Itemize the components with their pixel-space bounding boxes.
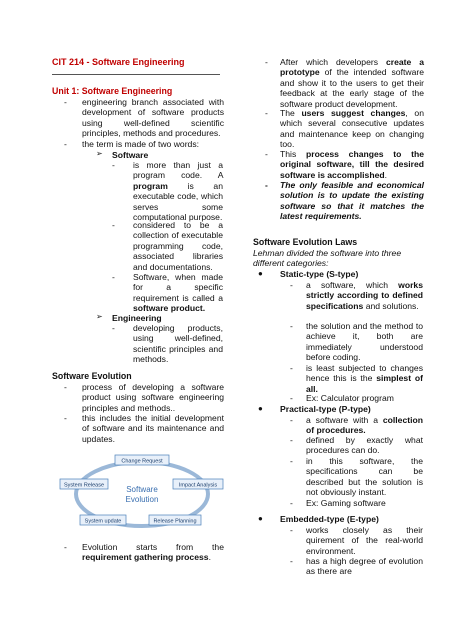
engineering-label: Engineering: [112, 313, 162, 323]
e-type-point-1: works closely as their quirement of the real-world environment.: [306, 525, 423, 556]
bullet-dot-icon: ●: [258, 269, 263, 278]
p-type-point-4: Ex: Gaming software: [306, 498, 386, 508]
s-type-point-3: is least subjected to changes hence this is the simplest of all.: [306, 363, 423, 394]
evolution-point-1: process of developing a software product using software engineering principles and methods..: [82, 382, 224, 413]
s-type-point-4: Ex: Calculator program: [306, 393, 394, 403]
term-made-text: the term is made of two words:: [82, 139, 200, 149]
se-definition-text: engineering branch associated with development of software products using well-defined scientific principles, methods and procedures.: [82, 97, 224, 139]
right-point-2: The users suggest changes, on which several consecutive updates and maintenance keep on changing too.: [280, 108, 424, 150]
s-type-point-2: the solution and the method to achieve it, both are immediately understood before coding.: [306, 321, 423, 363]
unit-heading: Unit 1: Software Engineering: [52, 86, 173, 96]
evolution-point-2: this includes the initial development of software and its maintenance and updates.: [82, 413, 224, 444]
software-point-2: considered to be a collection of executable programming code, associated libraries and documentations.: [133, 220, 223, 272]
node-release-planning: [149, 515, 201, 525]
arrow-bullet-icon: ➢: [96, 149, 103, 158]
p-type-heading: Practical-type (P-type): [280, 404, 371, 414]
software-label: Software: [112, 150, 149, 160]
software-evolution-diagram: [58, 452, 226, 534]
node-impact-analysis: [173, 479, 223, 489]
software-point-1: is more than just a program code. A program is an executable code, which serves some computational purpose.: [133, 160, 223, 223]
p-type-point-3: in this software, the specifications can be described but the solution is not obviously instant.: [306, 456, 423, 498]
software-point-3: Software, when made for a specific requirement is called a software product.: [133, 272, 223, 314]
evolution-point-3: Evolution starts from the requirement gathering process.: [82, 542, 224, 563]
engineering-point-1: developing products, using well-defined, scientific principles and methods.: [133, 323, 223, 365]
svg-text:Release Planning: Release Planning: [153, 518, 197, 525]
svg-text:Impact Analysis: Impact Analysis: [178, 482, 218, 489]
document-title: CIT 214 - Software Engineering: [52, 57, 185, 67]
right-point-3: This process changes to the original software, till the desired software is accomplished.: [280, 149, 424, 180]
svg-text:System Release: System Release: [63, 482, 105, 489]
bullet-dot-icon: ●: [258, 514, 263, 523]
diagram-center-label-2: Evolution: [125, 495, 159, 504]
node-change-request: [115, 455, 169, 465]
svg-text:Change Request: Change Request: [121, 458, 163, 465]
laws-intro: Lehman divided the software into three different categories:: [253, 248, 402, 269]
laws-heading: Software Evolution Laws: [253, 237, 358, 247]
p-type-point-2: defined by exactly what procedures can do.: [306, 435, 423, 456]
right-point-4: The only feasible and economical solution is to update the existing software so that it matches the latest requirements.: [280, 180, 424, 222]
title-underline: [52, 74, 220, 75]
s-type-point-1: a software, which works strictly according to defined specifications and solutions.: [306, 280, 423, 311]
arrow-bullet-icon: ➢: [96, 312, 103, 321]
diagram-center-label-1: Software: [126, 485, 158, 494]
s-type-heading: Static-type (S-type): [280, 269, 359, 279]
node-system-release: [60, 479, 108, 489]
svg-text:System update: System update: [84, 518, 122, 525]
p-type-point-1: a software with a collection of procedures.: [306, 415, 423, 436]
bullet-dot-icon: ●: [258, 404, 263, 413]
evolution-heading: Software Evolution: [52, 371, 132, 381]
e-type-heading: Embedded-type (E-type): [280, 514, 379, 524]
right-point-1: After which developers create a prototype of the intended software and show it to the users to get their feedback at the early stage of the software product development.: [280, 57, 424, 109]
node-system-update: [80, 515, 126, 525]
e-type-point-2: has a high degree of evolution as there are: [306, 556, 423, 577]
